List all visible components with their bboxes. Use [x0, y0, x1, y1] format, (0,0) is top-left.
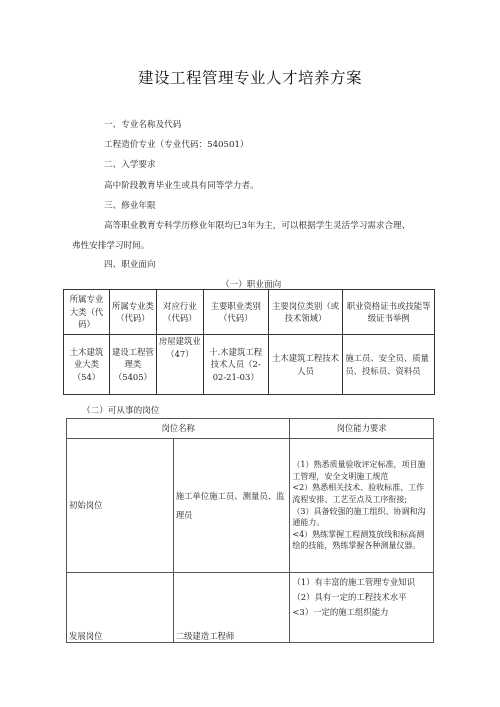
positions-table: [66, 418, 434, 643]
cell-certificates: 施工员、安全员、质量员、投标员、资料员: [343, 335, 435, 395]
header-major-class: 所属专业类（代码）: [109, 290, 156, 335]
table2-caption: （二）可从事的岗位: [82, 406, 160, 416]
header-position-category: 主要岗位类别（或技术领域）: [268, 290, 343, 335]
section-3-heading: 三、修业年限: [104, 201, 156, 211]
ability-item: <2）熟悉相关技术、验收标准、工作流程安排、工艺至点及工序衔接;: [292, 483, 425, 504]
ability-item: <3）一定的施工组织能力: [292, 607, 389, 617]
header-position-name: 岗位名称: [67, 419, 290, 439]
cell-abilities-initial: [290, 439, 434, 573]
header-certificates: 职业资格证书或技能等级证书举例: [343, 290, 435, 335]
header-ability-requirements: 岗位能力要求: [290, 419, 434, 439]
header-occupation: 主要职业类别（代码）: [203, 290, 268, 335]
section-1-heading: 一、专业名称及代码: [104, 120, 182, 130]
header-major-category: 所属专业大类（代码）: [64, 290, 110, 335]
document-title: 建设工程管理专业人才培养方案: [137, 69, 362, 87]
cell-abilities-development: [290, 573, 434, 643]
cell-major-class: 建设工程管理类（5405）: [109, 335, 156, 395]
ability-item: （3）具备较强的施工组织、协调和沟通能力。: [292, 506, 426, 528]
table1-caption: （一）职业面向: [221, 280, 282, 290]
section-1-text: 工程造价专业（专业代码：540501）: [104, 140, 249, 150]
table2-row-initial: [67, 439, 434, 573]
cell-name-initial: 施工单位施工员、测量员、监理员: [173, 439, 290, 573]
ability-item: （1）熟悉质量验收评定标准，项目施工管理，安全文明施工规范: [292, 460, 426, 481]
table1-data-row: [64, 335, 435, 395]
ability-item: <4）熟练掌握工程测笈放线和标高测绘的技能，熟练掌握各种测量仪器。: [292, 529, 425, 551]
cell-major-category: 土木建筑业大类（54）: [64, 335, 110, 395]
ability-item: （1）有丰富的施工管理专业知识: [292, 577, 415, 587]
section-2-heading: 二、入学要求: [104, 160, 156, 170]
table2-row-development: [67, 573, 434, 643]
cell-occupation: 十.木建筑工程技术人员（2-02-21-03）: [203, 335, 268, 395]
cell-industry: 房屋建筑业（47）: [156, 335, 203, 395]
cell-level-initial: 初始岗位: [67, 439, 174, 573]
cell-name-development: 二级建造工程师: [173, 573, 290, 643]
section-3-text-line1: 高等职业教育专科学历修业年限均已3年为主，可以根据学生灵活学习需求合理、: [104, 221, 411, 231]
section-2-text: 高中阶段教育毕业生或具有同等学力者。: [104, 181, 259, 191]
career-orientation-table: [63, 289, 435, 395]
cell-position-category: 土木建筑工程技术人员: [268, 335, 343, 395]
header-industry: 对应行业（代码）: [156, 290, 203, 335]
cell-level-development: 发展岗位: [67, 573, 174, 643]
table2-header-row: [67, 419, 434, 439]
section-3-text-line2: 弗性安排学习时间。: [72, 241, 150, 251]
ability-item: （2）具有一定的工程技术水平: [292, 592, 407, 602]
table1-header-row: [64, 290, 435, 335]
section-4-heading: 四、职业面向: [104, 260, 156, 270]
